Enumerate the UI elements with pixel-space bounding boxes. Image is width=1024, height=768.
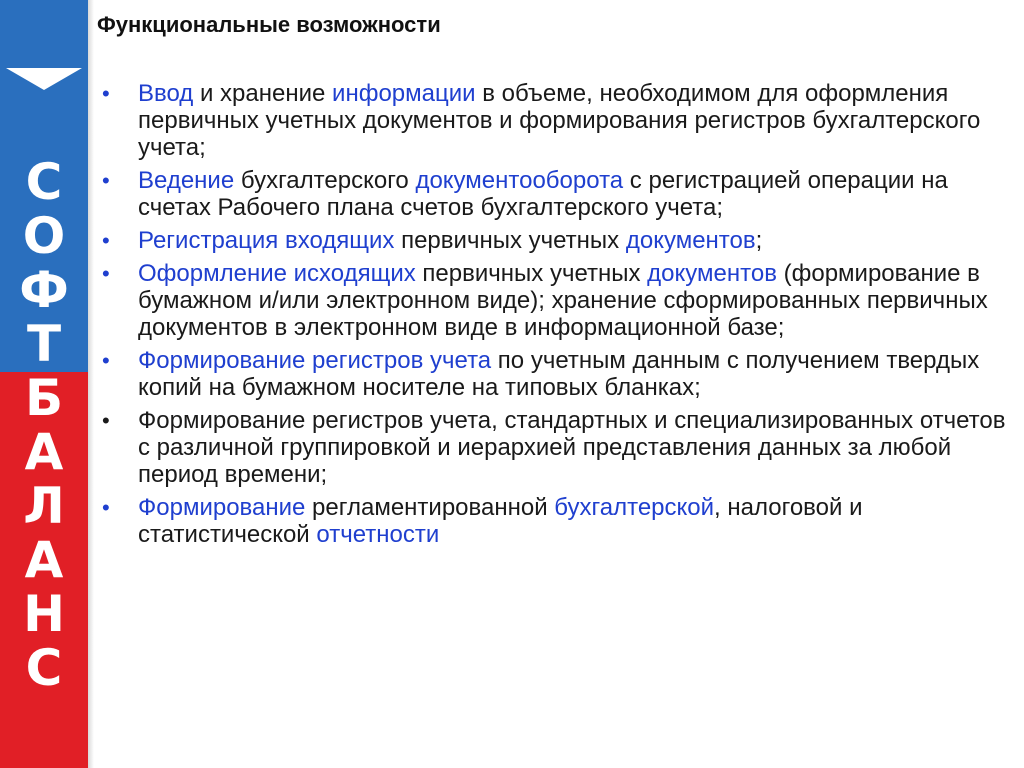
logo-letters xyxy=(0,155,88,695)
logo-letter: Ф xyxy=(19,261,69,319)
bullet-icon: • xyxy=(102,348,110,373)
item-text: (формирование в бумажном и/или электронном виде); хранение сформированных первичных документов в электронном виде в информационной базе; xyxy=(138,260,988,341)
list-item xyxy=(102,80,1012,161)
item-text: с регистрацией операции на счетах Рабочего плана счетов бухгалтерского учета; xyxy=(138,167,948,221)
logo-letter: Л xyxy=(23,477,65,535)
logo-letter: С xyxy=(25,153,63,211)
page-title: Функциональные возможности xyxy=(97,12,441,37)
logo-letter: Б xyxy=(24,369,64,427)
logo-letter: А xyxy=(24,423,64,481)
feature-list xyxy=(102,80,1012,554)
logo-letter: А xyxy=(24,531,64,589)
bullet-icon: • xyxy=(102,408,110,433)
list-item xyxy=(102,260,1012,341)
list-item xyxy=(102,227,1012,254)
highlighted-text: документов xyxy=(625,227,756,254)
sidebar-shadow xyxy=(88,0,94,768)
item-text: ; xyxy=(755,227,763,254)
item-text: и хранение xyxy=(193,80,333,107)
highlighted-text: Ведение xyxy=(138,167,235,194)
highlighted-text: бухгалтерской xyxy=(554,494,715,521)
bullet-icon: • xyxy=(102,168,110,193)
bullet-icon: • xyxy=(102,81,110,106)
highlighted-text: Формирование xyxy=(138,494,306,521)
item-text: бухгалтерского xyxy=(234,167,416,194)
highlighted-text: Регистрация входящих xyxy=(138,227,395,254)
highlighted-text: Ввод xyxy=(138,80,194,107)
item-text: регламентированной xyxy=(305,494,555,521)
highlighted-text: отчетности xyxy=(316,521,440,548)
bullet-icon: • xyxy=(102,495,110,520)
list-item xyxy=(102,347,1012,401)
item-text: в объеме, необходимом для оформления первичных учетных документов и формирования регистров бухгалтерского учета; xyxy=(138,80,981,161)
logo-letter: Т xyxy=(26,315,62,373)
bullet-icon: • xyxy=(102,261,110,286)
list-item xyxy=(102,407,1012,488)
highlighted-text: Формирование регистров учета xyxy=(138,347,492,374)
item-text: по учетным данным с получением твердых копий на бумажном носителе на типовых бланках; xyxy=(138,347,980,401)
sidebar-logo xyxy=(0,0,88,768)
item-text: Формирование регистров учета, стандартных и специализированных отчетов с различной группировкой и иерархией представления данных за любой период времени; xyxy=(138,407,1006,488)
logo-letter: О xyxy=(22,207,66,265)
logo-letter: С xyxy=(25,639,63,697)
list-item xyxy=(102,167,1012,221)
list-item xyxy=(102,494,1012,548)
item-text: первичных учетных xyxy=(415,260,648,287)
highlighted-text: документооборота xyxy=(415,167,624,194)
bullet-icon: • xyxy=(102,228,110,253)
highlighted-text: информации xyxy=(332,80,476,107)
item-text: первичных учетных xyxy=(394,227,626,254)
logo-letter: Н xyxy=(23,585,65,643)
logo-triangle-icon xyxy=(6,68,82,90)
item-text: , налоговой и статистической xyxy=(138,494,863,548)
highlighted-text: Оформление исходящих xyxy=(138,260,416,287)
highlighted-text: документов xyxy=(647,260,777,287)
